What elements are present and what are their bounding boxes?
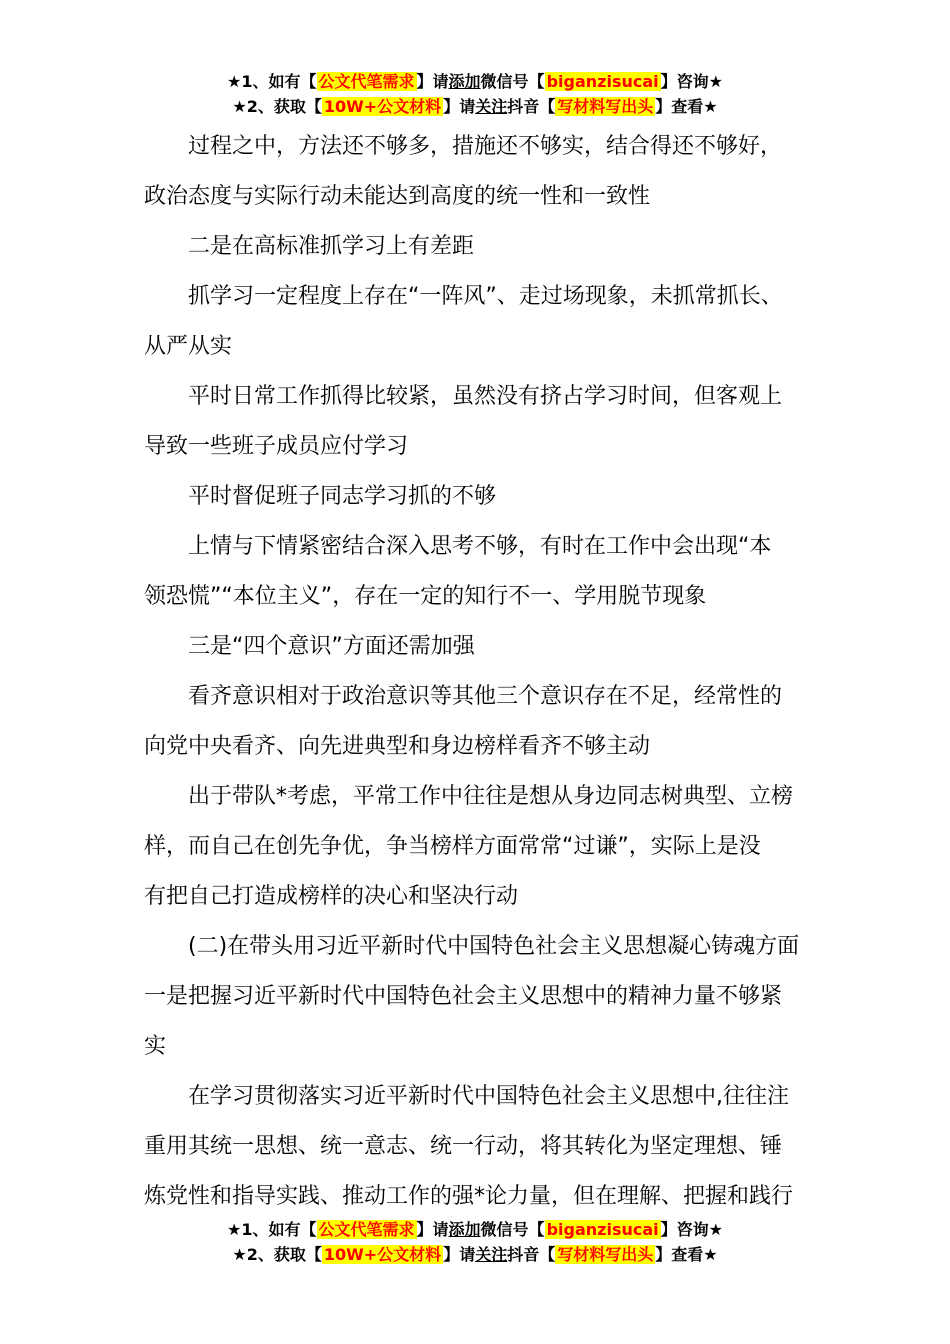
body-line: 政治态度与实际行动未能达到高度的统一性和一致性 bbox=[144, 184, 651, 209]
body-line: 上情与下情紧密结合深入思考不够，有时在工作中会出现“本 bbox=[188, 534, 772, 559]
highlight-materials: 10W+公文材料 bbox=[323, 1245, 442, 1264]
body-line: 一是把握习近平新时代中国特色社会主义思想中的精神力量不够紧 bbox=[144, 984, 783, 1009]
banner-line-2: ★2、获取【 10W+公文材料 】请关注抖音【 写材料写出头 】查看★ bbox=[232, 1245, 718, 1264]
body-line: 看齐意识相对于政治意识等其他三个意识存在不足，经常性的 bbox=[188, 684, 783, 709]
body-line: 在学习贯彻落实习近平新时代中国特色社会主义思想中,往往注 bbox=[188, 1084, 789, 1109]
body-line: 领恐慌”“本位主义”，存在一定的知行不一、学用脱节现象 bbox=[144, 584, 707, 609]
section-heading: 二是在高标准抓学习上有差距 bbox=[188, 234, 475, 259]
body-line: 从严从实 bbox=[144, 334, 233, 359]
section-heading: 三是“四个意识”方面还需加强 bbox=[188, 634, 475, 659]
body-line: 过程之中，方法还不够多，措施还不够实，结合得还不够好， bbox=[188, 134, 783, 159]
banner-line-1: ★1、如有【 公文代笔需求 】请添加微信号【 biganzisucai 】咨询★ bbox=[227, 1220, 723, 1239]
document-body bbox=[144, 122, 816, 1222]
banner-line-1: ★1、如有【 公文代笔需求 】请添加微信号【 biganzisucai 】咨询★ bbox=[227, 72, 723, 91]
highlight-wechat-id: biganzisucai bbox=[546, 72, 659, 91]
body-line: 实 bbox=[144, 1034, 167, 1059]
body-line: 样，而自己在创先争优，争当榜样方面常常“过谦”，实际上是没 bbox=[144, 834, 761, 859]
highlight-douyin: 写材料写出头 bbox=[557, 1245, 654, 1264]
body-line: 导致一些班子成员应付学习 bbox=[144, 434, 409, 459]
body-line: 向党中央看齐、向先进典型和身边榜样看齐不够主动 bbox=[144, 734, 651, 759]
body-line: 炼党性和指导实践、推动工作的强*论力量，但在理解、把握和践行 bbox=[144, 1184, 794, 1209]
body-line: 平时日常工作抓得比较紧，虽然没有挤占学习时间，但客观上 bbox=[188, 384, 783, 409]
header-banner bbox=[0, 70, 950, 120]
section-heading: (二)在带头用习近平新时代中国特色社会主义思想凝心铸魂方面 bbox=[188, 934, 800, 959]
highlight-wechat-id: biganzisucai bbox=[546, 1220, 659, 1239]
highlight-service: 公文代笔需求 bbox=[318, 72, 415, 91]
footer-banner bbox=[0, 1218, 950, 1268]
highlight-service: 公文代笔需求 bbox=[318, 1220, 415, 1239]
highlight-douyin: 写材料写出头 bbox=[557, 97, 654, 116]
body-line: 重用其统一思想、统一意志、统一行动，将其转化为坚定理想、锤 bbox=[144, 1134, 783, 1159]
banner-line-2: ★2、获取【 10W+公文材料 】请关注抖音【 写材料写出头 】查看★ bbox=[232, 97, 718, 116]
body-line: 抓学习一定程度上存在“一阵风”、走过场现象，未抓常抓长、 bbox=[188, 284, 783, 309]
highlight-materials: 10W+公文材料 bbox=[323, 97, 442, 116]
body-line: 平时督促班子同志学习抓的不够 bbox=[188, 484, 497, 509]
body-line: 有把自己打造成榜样的决心和坚决行动 bbox=[144, 884, 519, 909]
body-line: 出于带队*考虑，平常工作中往往是想从身边同志树典型、立榜 bbox=[188, 784, 794, 809]
